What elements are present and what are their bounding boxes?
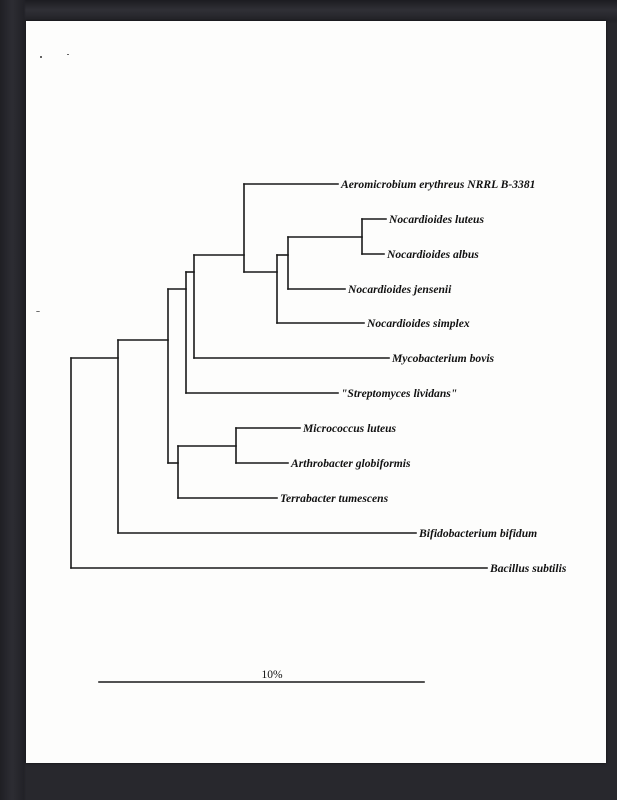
taxon-label: Micrococcus luteus xyxy=(303,422,397,435)
taxon-label: Nocardioides albus xyxy=(387,248,479,261)
taxon-label: Terrabacter tumescens xyxy=(280,492,389,505)
scale-bar xyxy=(99,669,424,682)
taxon-label: Mycobacterium bovis xyxy=(392,352,495,365)
taxon-label: Arthrobacter globiformis xyxy=(291,457,411,470)
taxon-label: Nocardioides simplex xyxy=(367,317,470,330)
taxon-label: Nocardioides luteus xyxy=(389,213,485,226)
taxon-label: Aeromicrobium erythreus NRRL B-3381 xyxy=(341,178,536,191)
taxon-label: "Streptomyces lividans" xyxy=(341,387,458,400)
taxon-label: Bacillus subtilis xyxy=(490,562,567,575)
scale-bar-label: 10% xyxy=(261,669,283,681)
taxon-label: Nocardioides jensenii xyxy=(348,283,452,296)
taxon-label: Bifidobacterium bifidum xyxy=(419,527,538,540)
tree-branches xyxy=(71,184,487,568)
